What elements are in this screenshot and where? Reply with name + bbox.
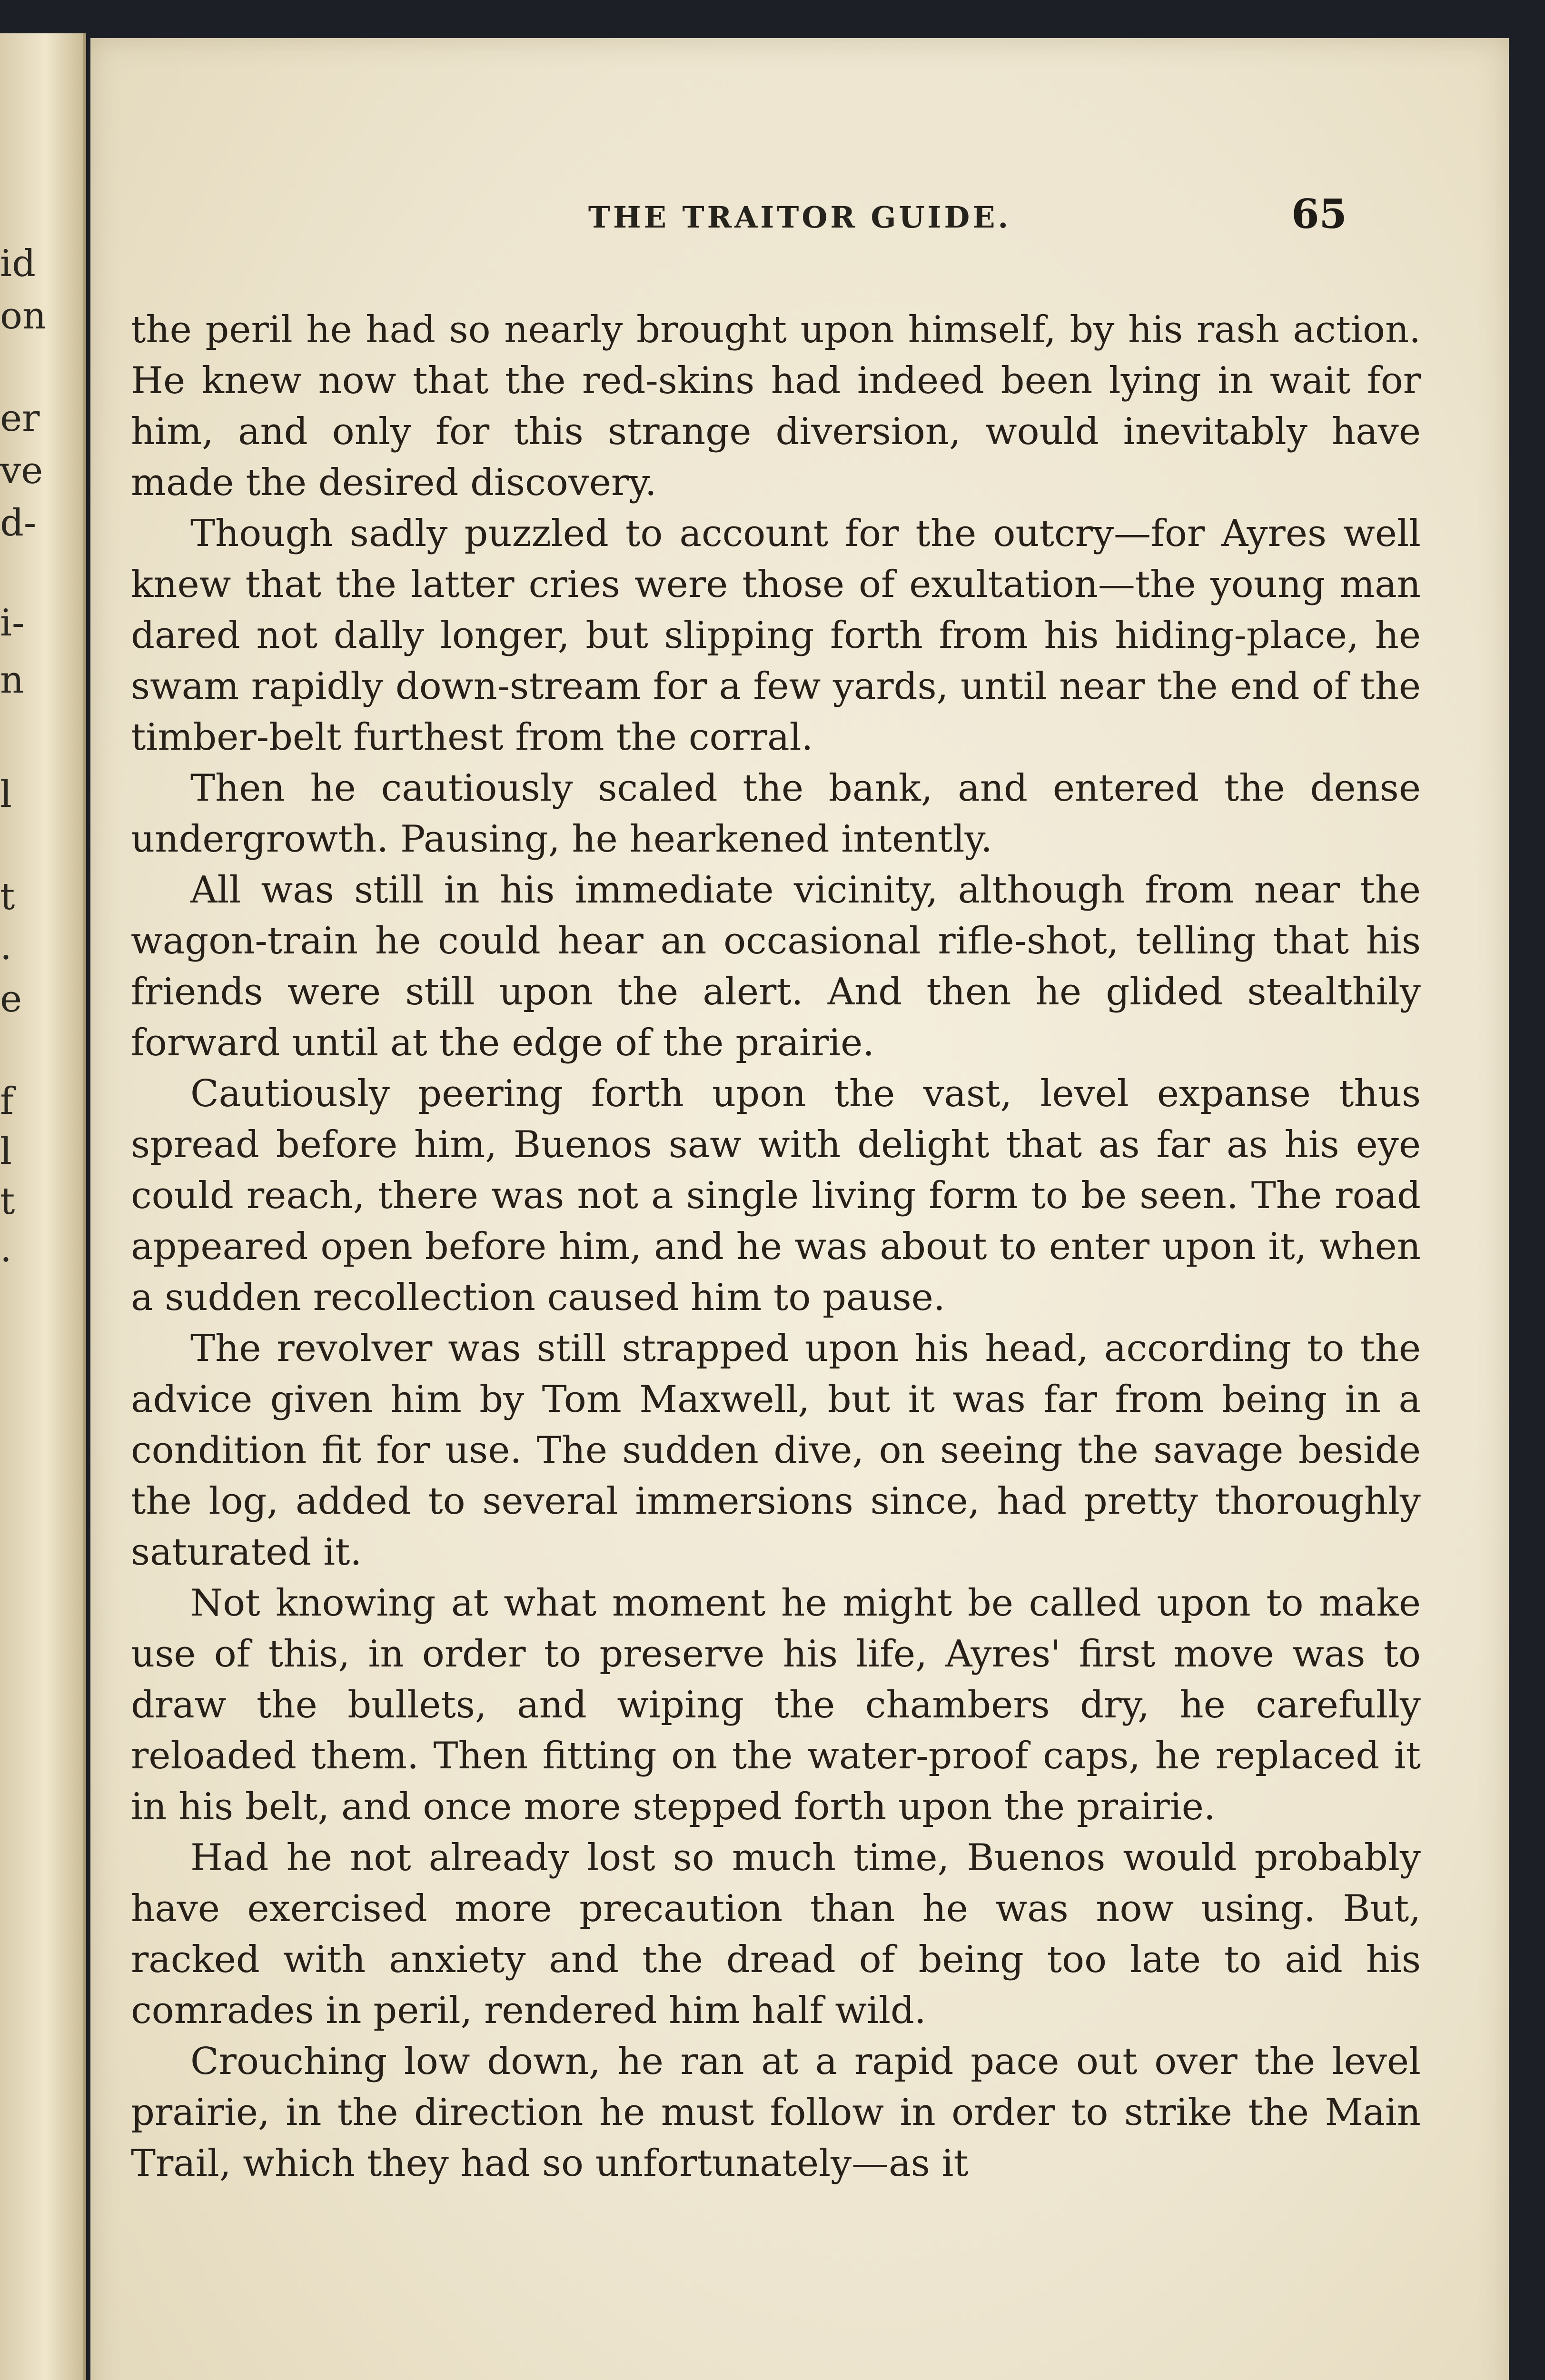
running-header	[90, 190, 1509, 248]
prev-page-fragment: f	[0, 1080, 14, 1123]
book-page	[90, 38, 1509, 2380]
running-title: THE TRAITOR GUIDE.	[588, 200, 1011, 235]
paragraph: Crouching low down, he ran at a rapid pace out over the level prairie, in the direction he must follow in order to strike the Main Trail, which they had so unfortunately—as it	[131, 2040, 1421, 2185]
prev-page-fragment: on	[0, 295, 47, 337]
prev-page-fragment: l	[0, 773, 12, 816]
paragraph: Cautiously peering forth upon the vast, level expanse thus spread before him, Buenos saw with delight that as far as his eye could reach, there was not a single living form to be seen. The road appeared open before him, and he was about to enter upon it, when a sudden recollection caused him to pause.	[131, 1072, 1421, 1319]
paragraph: Though sadly puzzled to account for the outcry—for Ayres well knew that the latter cries were those of exultation—the young man dared not dally longer, but slipping forth from his hiding-place, he swam rapidly down-stream for a few yards, until near the end of the timber-belt furthest from the corral.	[131, 512, 1421, 759]
prev-page-fragment: .	[0, 925, 12, 968]
paragraph: Had he not already lost so much time, Buenos would probably have exercised more precaution than he was now using. But, racked with anxiety and the dread of being too late to aid his comrades in peril, rendered him half wild.	[131, 1836, 1421, 2032]
paragraph: the peril he had so nearly brought upon himself, by his rash action. He knew now that the red-skins had indeed been lying in wait for him, and only for this strange diversion, would inevitably have made the desired discovery.	[131, 308, 1421, 504]
paragraph: Not knowing at what moment he might be called upon to make use of this, in order to preserve his life, Ayres' first move was to draw the bullets, and wiping the chambers dry, he carefully reloaded them. Then fitting on the water-proof caps, he replaced it in his belt, and once more stepped forth upon the prairie.	[131, 1582, 1421, 1828]
prev-page-fragment: l	[0, 1130, 12, 1173]
prev-page-fragment: t	[0, 875, 15, 918]
prev-page-fragment: i-	[0, 602, 25, 645]
prev-page-fragment: t	[0, 1180, 15, 1223]
body-text	[131, 305, 1421, 2189]
prev-page-fragment: er	[0, 397, 40, 440]
prev-page-fragment: n	[0, 659, 24, 702]
page-number: 65	[1291, 190, 1347, 238]
paragraph: Then he cautiously scaled the bank, and entered the dense undergrowth. Pausing, he hearkened intently.	[131, 767, 1421, 861]
prev-page-fragment: ve	[0, 449, 43, 492]
paragraph: The revolver was still strapped upon his head, according to the advice given him by Tom Maxwell, but it was far from being in a condition fit for use. The sudden dive, on seeing the savage beside the log, added to several immersions since, had pretty thoroughly saturated it.	[131, 1327, 1421, 1574]
previous-page-edge	[0, 33, 86, 2380]
prev-page-fragment: id	[0, 242, 36, 285]
paragraph: All was still in his immediate vicinity, although from near the wagon-train he could hear an occasional rifle-shot, telling that his friends were still upon the alert. And then he glided stealthily forward until at the edge of the prairie.	[131, 869, 1421, 1064]
prev-page-fragment: e	[0, 978, 22, 1021]
prev-page-fragment: .	[0, 1228, 12, 1270]
prev-page-fragment: d-	[0, 502, 37, 545]
